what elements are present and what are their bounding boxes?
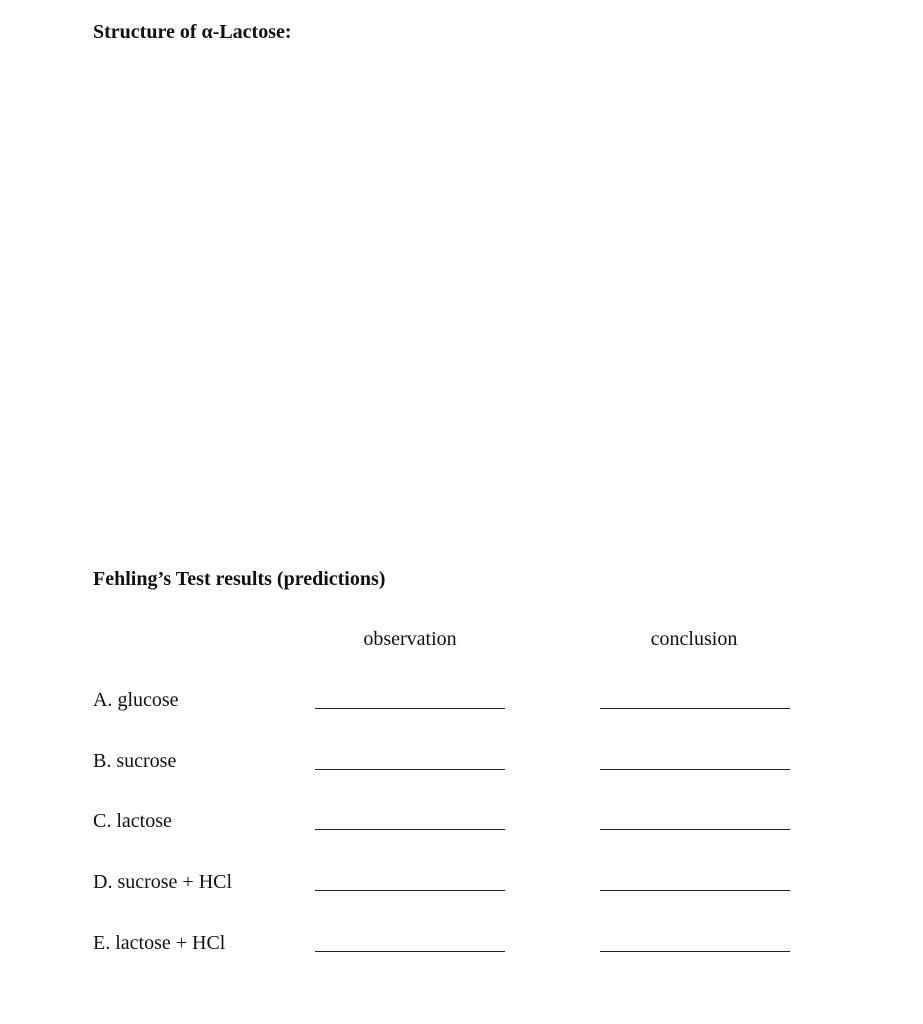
observation-blank[interactable] bbox=[315, 769, 505, 770]
conclusion-blank[interactable] bbox=[600, 829, 790, 830]
row-label: B. sucrose bbox=[93, 750, 177, 772]
test-row-lactose bbox=[0, 809, 923, 839]
conclusion-blank[interactable] bbox=[600, 890, 790, 891]
test-row-glucose bbox=[0, 688, 923, 718]
fehling-test-heading: Fehling’s Test results (predictions) bbox=[93, 568, 386, 590]
structure-drawing-area bbox=[93, 60, 833, 540]
observation-blank[interactable] bbox=[315, 951, 505, 952]
test-row-sucrose-hcl bbox=[0, 870, 923, 900]
observation-blank[interactable] bbox=[315, 890, 505, 891]
conclusion-blank[interactable] bbox=[600, 708, 790, 709]
test-row-sucrose bbox=[0, 749, 923, 779]
row-label: C. lactose bbox=[93, 810, 172, 832]
conclusion-column-header: conclusion bbox=[650, 628, 738, 650]
conclusion-blank[interactable] bbox=[600, 769, 790, 770]
test-row-lactose-hcl bbox=[0, 931, 923, 961]
row-label: D. sucrose + HCl bbox=[93, 871, 233, 893]
row-label: A. glucose bbox=[93, 689, 179, 711]
conclusion-blank[interactable] bbox=[600, 951, 790, 952]
observation-column-header: observation bbox=[363, 628, 457, 650]
structure-heading: Structure of α-Lactose: bbox=[93, 21, 292, 43]
observation-blank[interactable] bbox=[315, 708, 505, 709]
observation-blank[interactable] bbox=[315, 829, 505, 830]
row-label: E. lactose + HCl bbox=[93, 932, 226, 954]
